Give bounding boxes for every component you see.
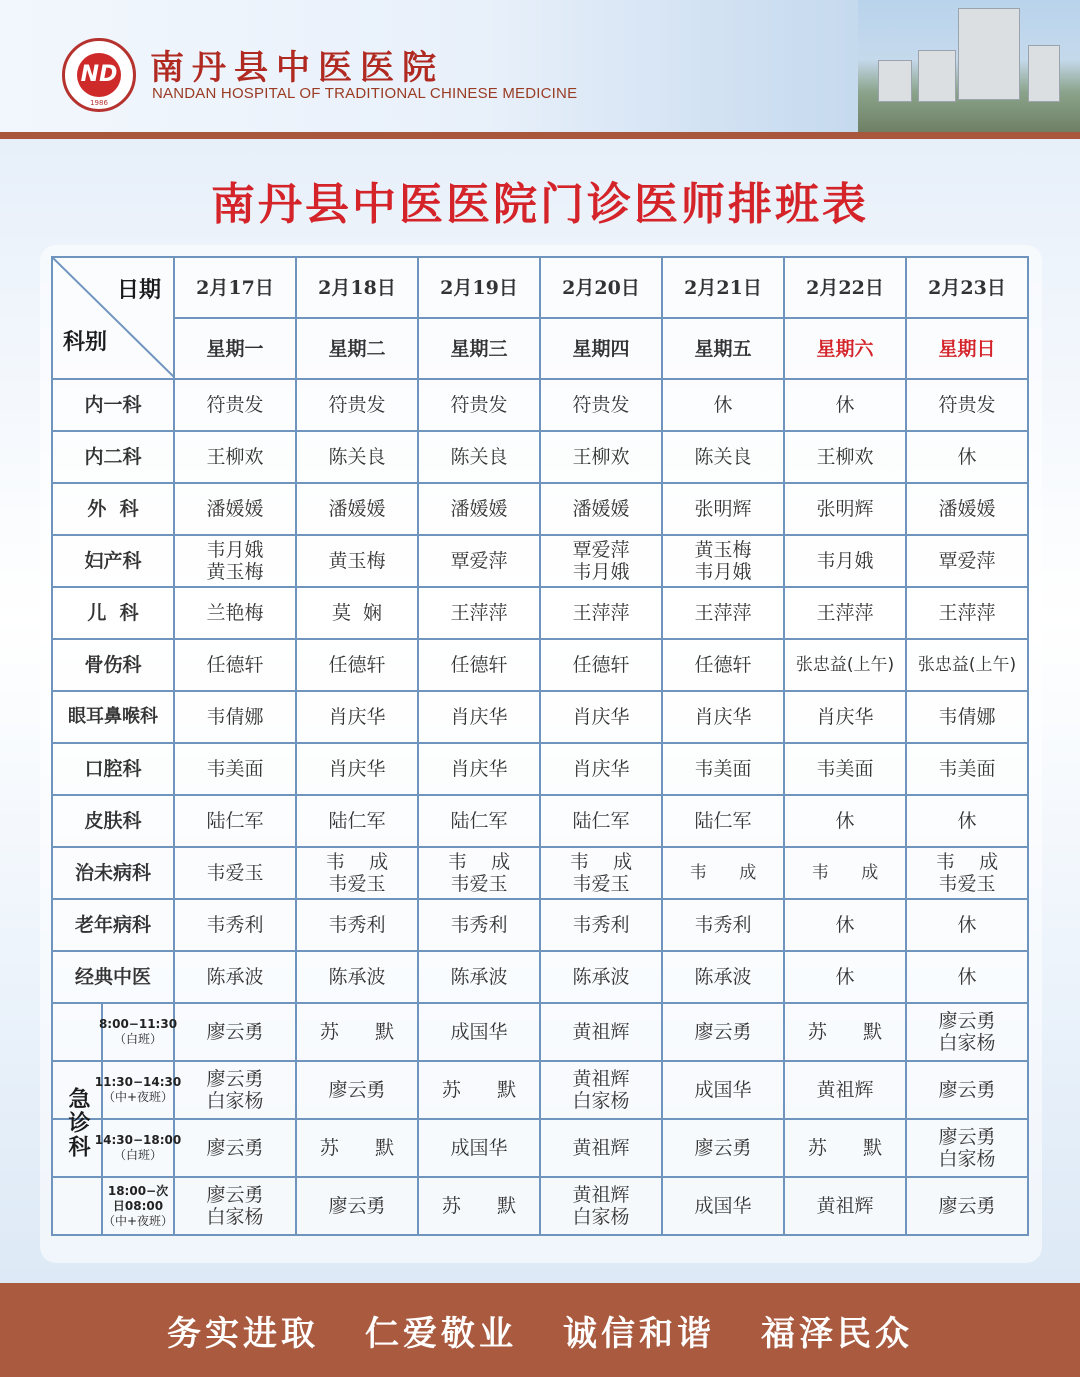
doctor-cell: 廖云勇 xyxy=(662,1119,784,1177)
dept-name: 老年病科 xyxy=(52,899,174,951)
doctor-cell: 任德轩 xyxy=(296,639,418,691)
hospital-logo: ND 1986 xyxy=(62,38,136,112)
doctor-cell: 廖云勇 xyxy=(662,1003,784,1061)
doctor-cell: 黄祖辉 白家杨 xyxy=(540,1061,662,1119)
doctor-cell: 覃爱萍 xyxy=(906,535,1028,587)
date-header: 2月17日 xyxy=(174,257,296,318)
emergency-row xyxy=(52,1177,1028,1235)
doctor-cell: 张明辉 xyxy=(784,483,906,535)
dept-name: 内二科 xyxy=(52,431,174,483)
motto-2: 仁爱敬业 xyxy=(365,1313,517,1354)
doctor-cell: 王柳欢 xyxy=(540,431,662,483)
doctor-cell: 休 xyxy=(906,431,1028,483)
weekday-header: 星期日 xyxy=(906,318,1028,379)
doctor-cell: 肖庆华 xyxy=(418,743,540,795)
doctor-cell: 陆仁军 xyxy=(540,795,662,847)
shift-time: 18:00−次日08:00 xyxy=(107,1183,169,1213)
shift-time-cell xyxy=(94,1062,182,1118)
emergency-row xyxy=(52,1003,1028,1061)
corner-date-label: 日期 xyxy=(116,278,161,303)
doctor-cell: 韦美面 xyxy=(784,743,906,795)
dept-name: 儿 科 xyxy=(52,587,174,639)
doctor-cell: 符贵发 xyxy=(540,379,662,431)
doctor-cell: 黄玉梅 韦月娥 xyxy=(662,535,784,587)
header-row-dates xyxy=(52,257,1028,318)
table-row xyxy=(52,691,1028,743)
doctor-cell: 黄祖辉 xyxy=(540,1119,662,1177)
doctor-cell: 王萍萍 xyxy=(418,587,540,639)
shift-type: （白班） xyxy=(113,1148,162,1162)
hospital-photo xyxy=(858,0,1080,132)
doctor-cell: 覃爱萍 xyxy=(418,535,540,587)
emergency-dept: 急诊科 xyxy=(65,1087,90,1159)
motto-3: 诚信和谐 xyxy=(563,1313,715,1354)
table-row xyxy=(52,795,1028,847)
doctor-cell: 韦秀利 xyxy=(296,899,418,951)
doctor-cell: 休 xyxy=(906,899,1028,951)
doctor-cell: 韦秀利 xyxy=(662,899,784,951)
doctor-cell: 休 xyxy=(662,379,784,431)
motto-1: 务实进取 xyxy=(167,1313,319,1354)
doctor-cell: 黄玉梅 xyxy=(296,535,418,587)
doctor-cell: 黄祖辉 白家杨 xyxy=(540,1177,662,1235)
doctor-cell: 潘媛媛 xyxy=(296,483,418,535)
doctor-cell: 休 xyxy=(906,795,1028,847)
shift-time-cell xyxy=(94,1120,182,1176)
doctor-cell: 成国华 xyxy=(662,1177,784,1235)
dept-name: 骨伤科 xyxy=(52,639,174,691)
weekday-header: 星期二 xyxy=(296,318,418,379)
doctor-cell: 潘媛媛 xyxy=(906,483,1028,535)
doctor-cell: 潘媛媛 xyxy=(540,483,662,535)
doctor-cell: 任德轩 xyxy=(540,639,662,691)
doctor-cell: 成国华 xyxy=(662,1061,784,1119)
doctor-cell: 苏 默 xyxy=(784,1003,906,1061)
doctor-cell: 休 xyxy=(784,795,906,847)
doctor-cell: 黄祖辉 xyxy=(540,1003,662,1061)
doctor-cell: 陈关良 xyxy=(662,431,784,483)
table-row xyxy=(52,847,1028,899)
doctor-cell: 王萍萍 xyxy=(906,587,1028,639)
doctor-cell: 韦月娥 黄玉梅 xyxy=(174,535,296,587)
doctor-cell: 韦美面 xyxy=(906,743,1028,795)
shift-divider xyxy=(101,1118,173,1120)
hospital-name-cn: 南丹县中医医院 xyxy=(150,48,444,88)
date-header: 2月18日 xyxy=(296,257,418,318)
weekday-header: 星期三 xyxy=(418,318,540,379)
doctor-cell: 陈承波 xyxy=(174,951,296,1003)
doctor-cell: 苏 默 xyxy=(418,1061,540,1119)
doctor-cell: 陈承波 xyxy=(662,951,784,1003)
shift-time-cell xyxy=(98,1004,178,1060)
shift-time: 11:30−14:30 xyxy=(94,1075,182,1089)
weekday-header: 星期一 xyxy=(174,318,296,379)
doctor-cell: 陈关良 xyxy=(296,431,418,483)
doctor-cell: 韦倩娜 xyxy=(906,691,1028,743)
date-header: 2月21日 xyxy=(662,257,784,318)
dept-name: 眼耳鼻喉科 xyxy=(52,691,174,743)
doctor-cell: 任德轩 xyxy=(662,639,784,691)
dept-name: 治未病科 xyxy=(52,847,174,899)
doctor-cell: 廖云勇 xyxy=(906,1061,1028,1119)
doctor-cell: 韦 成 xyxy=(662,847,784,899)
doctor-cell: 莫 娴 xyxy=(296,587,418,639)
table-row xyxy=(52,535,1028,587)
doctor-cell: 成国华 xyxy=(418,1003,540,1061)
doctor-cell: 韦秀利 xyxy=(174,899,296,951)
table-row xyxy=(52,743,1028,795)
doctor-cell: 肖庆华 xyxy=(540,743,662,795)
dept-name: 经典中医 xyxy=(52,951,174,1003)
doctor-cell: 符贵发 xyxy=(174,379,296,431)
date-header: 2月22日 xyxy=(784,257,906,318)
date-header: 2月23日 xyxy=(906,257,1028,318)
doctor-cell: 任德轩 xyxy=(174,639,296,691)
doctor-cell: 成国华 xyxy=(418,1119,540,1177)
doctor-cell: 黄祖辉 xyxy=(784,1177,906,1235)
table-row xyxy=(52,899,1028,951)
doctor-cell: 张忠益(上午) xyxy=(784,639,906,691)
shift-divider xyxy=(101,1060,173,1062)
corner-cell xyxy=(52,257,174,379)
table-row xyxy=(52,951,1028,1003)
weekday-header: 星期四 xyxy=(540,318,662,379)
shift-divider xyxy=(101,1176,173,1178)
doctor-cell: 韦月娥 xyxy=(784,535,906,587)
shift-type: （中+夜班） xyxy=(103,1213,174,1228)
corner-dept-label: 科别 xyxy=(63,330,108,355)
doctor-cell: 廖云勇 xyxy=(174,1003,296,1061)
doctor-cell: 肖庆华 xyxy=(540,691,662,743)
doctor-cell: 陈关良 xyxy=(418,431,540,483)
doctor-cell: 任德轩 xyxy=(418,639,540,691)
doctor-cell: 休 xyxy=(906,951,1028,1003)
table-row xyxy=(52,587,1028,639)
footer-mottos xyxy=(0,1283,1080,1377)
doctor-cell: 韦美面 xyxy=(174,743,296,795)
doctor-cell: 韦美面 xyxy=(662,743,784,795)
doctor-cell: 陆仁军 xyxy=(296,795,418,847)
doctor-cell: 陆仁军 xyxy=(662,795,784,847)
doctor-cell: 符贵发 xyxy=(296,379,418,431)
shift-type: （白班） xyxy=(113,1032,162,1046)
doctor-cell: 廖云勇 xyxy=(174,1119,296,1177)
doctor-cell: 廖云勇 xyxy=(296,1061,418,1119)
doctor-cell: 廖云勇 白家杨 xyxy=(906,1119,1028,1177)
doctor-cell: 王柳欢 xyxy=(174,431,296,483)
shift-type: （中+夜班） xyxy=(103,1090,174,1104)
doctor-cell: 休 xyxy=(784,951,906,1003)
weekday-header: 星期六 xyxy=(784,318,906,379)
doctor-cell: 陈承波 xyxy=(418,951,540,1003)
emergency-row xyxy=(52,1119,1028,1177)
shift-time: 8:00−11:30 xyxy=(98,1017,178,1031)
weekday-header: 星期五 xyxy=(662,318,784,379)
doctor-cell: 苏 默 xyxy=(296,1119,418,1177)
doctor-cell: 苏 默 xyxy=(418,1177,540,1235)
doctor-cell: 廖云勇 xyxy=(296,1177,418,1235)
doctor-cell: 王萍萍 xyxy=(662,587,784,639)
doctor-cell: 陆仁军 xyxy=(418,795,540,847)
doctor-cell: 廖云勇 白家杨 xyxy=(174,1177,296,1235)
doctor-cell: 肖庆华 xyxy=(784,691,906,743)
doctor-cell: 韦秀利 xyxy=(418,899,540,951)
doctor-cell: 肖庆华 xyxy=(662,691,784,743)
dept-name: 外 科 xyxy=(52,483,174,535)
page-title: 南丹县中医医院门诊医师排班表 xyxy=(211,179,869,230)
doctor-cell: 廖云勇 xyxy=(906,1177,1028,1235)
dept-name: 妇产科 xyxy=(52,535,174,587)
table-row xyxy=(52,379,1028,431)
motto-4: 福泽民众 xyxy=(761,1313,913,1354)
doctor-cell: 休 xyxy=(784,379,906,431)
doctor-cell: 肖庆华 xyxy=(296,691,418,743)
schedule-table xyxy=(51,256,1029,1236)
doctor-cell: 王萍萍 xyxy=(784,587,906,639)
doctor-cell: 韦倩娜 xyxy=(174,691,296,743)
doctor-cell: 韦秀利 xyxy=(540,899,662,951)
doctor-cell: 潘媛媛 xyxy=(174,483,296,535)
doctor-cell: 符贵发 xyxy=(906,379,1028,431)
doctor-cell: 张忠益(上午) xyxy=(906,639,1028,691)
doctor-cell: 符贵发 xyxy=(418,379,540,431)
doctor-cell: 覃爱萍 韦月娥 xyxy=(540,535,662,587)
date-header: 2月19日 xyxy=(418,257,540,318)
doctor-cell: 陈承波 xyxy=(540,951,662,1003)
corner-diagonal xyxy=(53,258,175,378)
doctor-cell: 张明辉 xyxy=(662,483,784,535)
doctor-cell: 韦 成 韦爱玉 xyxy=(540,847,662,899)
doctor-cell: 兰艳梅 xyxy=(174,587,296,639)
header-divider xyxy=(0,132,1080,139)
shift-time: 14:30−18:00 xyxy=(94,1133,182,1147)
shift-time-cell xyxy=(101,1178,173,1234)
doctor-cell: 韦 成 韦爱玉 xyxy=(418,847,540,899)
doctor-cell: 肖庆华 xyxy=(296,743,418,795)
doctor-cell: 韦 成 xyxy=(784,847,906,899)
doctor-cell: 苏 默 xyxy=(784,1119,906,1177)
emergency-row xyxy=(52,1061,1028,1119)
doctor-cell: 苏 默 xyxy=(296,1003,418,1061)
dept-name: 口腔科 xyxy=(52,743,174,795)
doctor-cell: 廖云勇 白家杨 xyxy=(906,1003,1028,1061)
doctor-cell: 黄祖辉 xyxy=(784,1061,906,1119)
doctor-cell: 廖云勇 白家杨 xyxy=(174,1061,296,1119)
doctor-cell: 韦爱玉 xyxy=(174,847,296,899)
hospital-name-en: NANDAN HOSPITAL OF TRADITIONAL CHINESE MEDICINE xyxy=(152,85,578,102)
doctor-cell: 韦 成 韦爱玉 xyxy=(906,847,1028,899)
doctor-cell: 潘媛媛 xyxy=(418,483,540,535)
doctor-cell: 陈承波 xyxy=(296,951,418,1003)
doctor-cell: 王柳欢 xyxy=(784,431,906,483)
doctor-cell: 王萍萍 xyxy=(540,587,662,639)
table-row xyxy=(52,639,1028,691)
table-row xyxy=(52,483,1028,535)
date-header: 2月20日 xyxy=(540,257,662,318)
doctor-cell: 韦 成 韦爱玉 xyxy=(296,847,418,899)
header-row-weekdays xyxy=(52,318,1028,379)
doctor-cell: 肖庆华 xyxy=(418,691,540,743)
dept-name: 内一科 xyxy=(52,379,174,431)
doctor-cell: 陆仁军 xyxy=(174,795,296,847)
dept-name: 皮肤科 xyxy=(52,795,174,847)
doctor-cell: 休 xyxy=(784,899,906,951)
table-row xyxy=(52,431,1028,483)
